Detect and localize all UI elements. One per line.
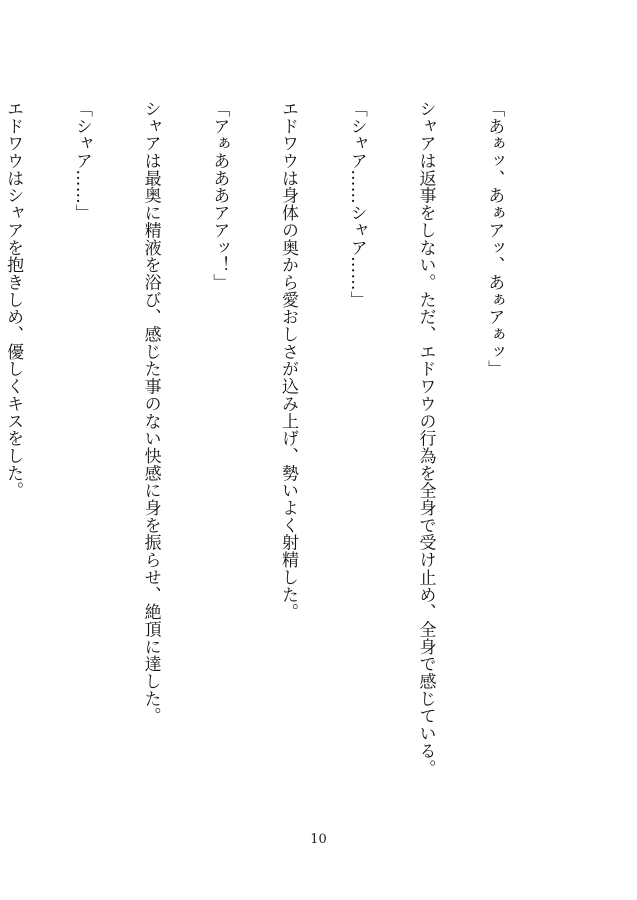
page-number: 10 bbox=[310, 832, 327, 847]
text-line: 「シャア……シャア……」 bbox=[346, 100, 367, 309]
text-line: シャアは最奥に精液を浴び、感じた事のない快感に身を振らせ、絶頂に達した。 bbox=[140, 100, 161, 725]
text-line: 「シャア……」 bbox=[71, 100, 92, 222]
text-line: 「あぁッ、あぁアッ、あぁアぁッ」 bbox=[484, 100, 505, 378]
vertical-text-block bbox=[0, 100, 551, 777]
text-line: エドワウはシャアを抱きしめ、優しくキスをした。 bbox=[3, 100, 24, 500]
text-line: 「アぁあああアアッ！」 bbox=[209, 100, 230, 291]
text-line: エドワウは身体の奥から愛おしさが込み上げ、勢いよく射精した。 bbox=[278, 100, 299, 621]
text-line: シャアは返事をしない。ただ、エドワウの行為を全身で受け止め、全身で感じている。 bbox=[415, 100, 436, 777]
